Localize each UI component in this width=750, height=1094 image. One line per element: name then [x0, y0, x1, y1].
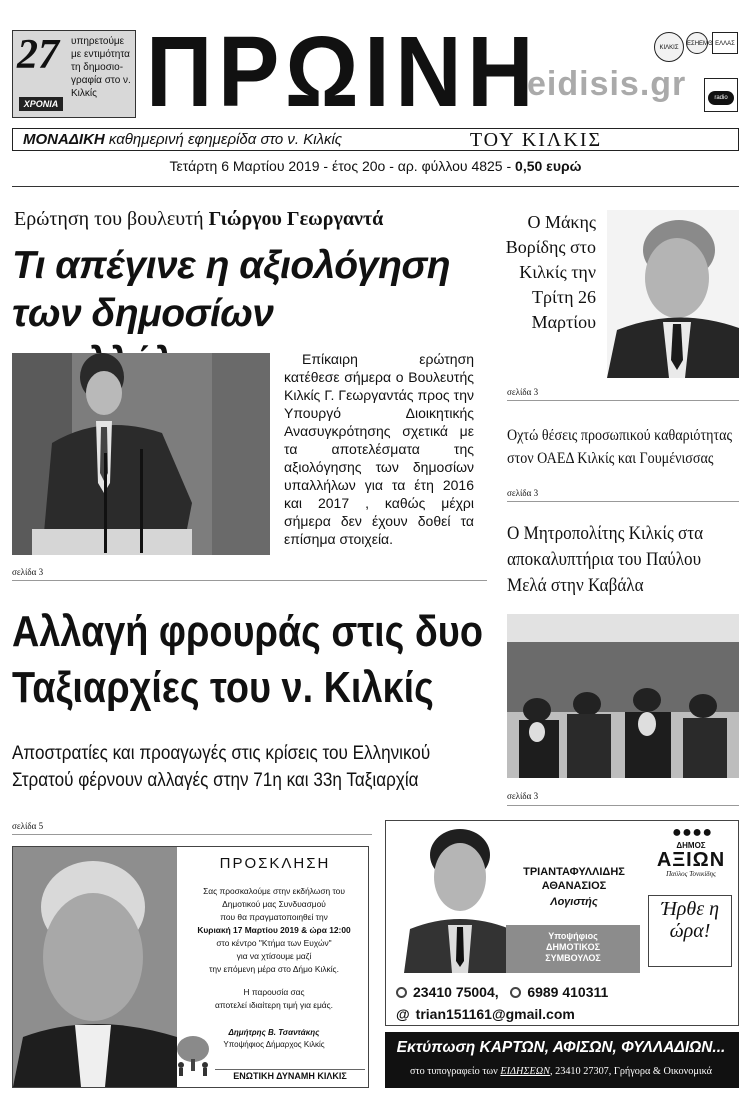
party-leader: Παύλος Τονικίδης	[666, 870, 716, 878]
radio-logo-label: radio	[708, 91, 734, 105]
candidate-photo	[404, 825, 516, 973]
oaed-divider	[507, 501, 739, 502]
oaed-page-ref[interactable]: σελίδα 3	[507, 488, 539, 498]
candidate-status-line: Υποψήφιος	[548, 931, 598, 941]
mobile-icon	[510, 987, 521, 998]
voridis-silhouette	[607, 210, 739, 378]
voridis-page-ref[interactable]: σελίδα 3	[507, 387, 539, 397]
invitation-date	[181, 924, 367, 937]
people-icon: ● ● ● ●	[672, 824, 710, 841]
candidate-status-line: ΔΗΜΟΤΙΚΟΣ	[546, 942, 600, 952]
candidate-ad[interactable]	[385, 820, 739, 1026]
party-prefix: ΔΗΜΟΣ	[676, 841, 706, 850]
party-slogan: Ήρθε η ώρα!	[648, 895, 732, 967]
dateline-text: Τετάρτη 6 Μαρτίου 2019 - έτος 20ο - αρ. φύλλου 4825 -	[169, 158, 516, 174]
printing-details-pre: στο τυπογραφείο των	[409, 1065, 501, 1077]
candidate-firstname: ΑΘΑΝΑΣΙΟΣ	[541, 880, 607, 892]
voridis-headline[interactable]: Ο Μάκης Βορίδης στο Κιλκίς την Τρίτη 26 Μαρτίου	[505, 212, 596, 332]
newspaper-title: ΠΡΩΙΝΗ	[146, 16, 540, 128]
speaker-silhouette	[12, 353, 270, 555]
newspaper-subtitle: ΤΟΥ ΚΙΛΚΙΣ	[469, 129, 603, 151]
esiemth-logo: ΕΣΗΕΜΘ	[686, 32, 708, 54]
question-kicker-text: Ερώτηση του βουλευτή	[14, 208, 209, 230]
clergy-photo	[507, 614, 739, 778]
clergy-crowd	[507, 614, 739, 778]
tagline-bold: ΜΟΝΑΔΙΚΗ	[23, 131, 105, 148]
invitation-ad[interactable]	[12, 846, 369, 1088]
dateline	[12, 157, 739, 175]
invitation-date-text: Κυριακή 17 Μαρτίου 2019 & ώρα 12:00	[197, 925, 351, 935]
years-number: 27	[17, 32, 59, 78]
voridis-divider	[507, 400, 739, 401]
invitation-line: αποτελεί ιδιαίτερη τιμή για εμάς.	[214, 1000, 334, 1010]
brigades-divider	[12, 834, 372, 835]
years-word: ΧΡΟΝΙΑ	[19, 97, 63, 111]
years-text: υπηρετούμε με εντιμότητα τη δημοσιο-γραφία στο ν. Κιλκίς	[71, 36, 131, 99]
tree-logo-icon	[173, 1035, 213, 1077]
question-kicker	[14, 207, 383, 231]
invitation-text	[181, 885, 367, 1012]
brigades-page-ref[interactable]: σελίδα 5	[12, 821, 44, 831]
candidate-surname: ΤΡΙΑΝΤΑΦΥΛΛΙΔΗΣ	[523, 866, 625, 878]
brigades-headline[interactable]: Αλλαγή φρουράς στις δυο Ταξιαρχίες του ν. Κιλκίς	[12, 607, 483, 712]
printing-ad[interactable]	[385, 1032, 739, 1088]
years-badge	[12, 30, 136, 118]
question-kicker-name: Γιώργου Γεωργαντά	[208, 208, 384, 230]
invitation-line: για να χτίσουμε μαζί	[236, 951, 312, 961]
candidate-name	[504, 865, 644, 893]
invitation-line: Η παρουσία σας	[243, 987, 305, 997]
candidate-status-line: ΣΥΜΒΟΥΛΟΣ	[545, 953, 601, 963]
price: 0,50 ευρώ	[515, 158, 582, 174]
email[interactable]: trian151161@gmail.com	[415, 1006, 575, 1022]
question-body: Επίκαιρη ερώτηση κατέθεσε σήμερα ο Βουλευτής Κιλκίς Γ. Γεωργαντάς προς την Υπουργό Διοικητικής Ανασυγκρότησης σχετικά με τα αποτελέσματα της αξιολόγησης των δημοσίων υπαλλήλων για τα έτη 2016 και 2017 , καθώς μέχρι σήμερα δεν έχουν δοθεί τα επίσημα στοιχεία.	[284, 351, 474, 547]
invitation-line: στο κέντρο "Κτήμα των Ευχών"	[216, 938, 332, 948]
mobile[interactable]: 6989 410311	[527, 984, 609, 1000]
invitation-line: Σας προσκαλούμε στην εκδήλωση του	[203, 886, 345, 896]
printing-headline: Εκτύπωση ΚΑΡΤΩΝ, ΑΦΙΣΩΝ, ΦΥΛΛΑΔΙΩΝ...	[396, 1039, 726, 1056]
candidate-status	[506, 925, 640, 973]
invitation-line: Δημοτικού μας Συνδυασμού	[222, 899, 326, 909]
georgantas-photo	[12, 353, 270, 555]
brigades-subheadline: Αποστρατίες και προαγωγές στις κρίσεις του Ελληνικού Στρατού φέρνουν αλλαγές στην 71η και 33η Ταξιαρχία	[12, 743, 431, 791]
signer-role: Υποψήφιος Δήμαρχος Κιλκίς	[223, 1040, 325, 1049]
question-divider	[12, 580, 487, 581]
invitation-line: που θα πραγματοποιηθεί την	[220, 912, 328, 922]
candidate-contacts	[396, 981, 736, 1025]
printing-brand: ΕΙΔΗΣΕΩΝ	[500, 1065, 550, 1077]
oaed-headline[interactable]: Οχτώ θέσεις προσωπικού καθαριότητας στον ΟΑΕΔ Κιλκίς και Γουμένισσας	[507, 427, 733, 467]
axion-party-block	[642, 821, 738, 973]
phone-row	[396, 981, 736, 1003]
tagline	[23, 132, 342, 148]
axion-logo	[650, 825, 732, 879]
printing-details	[397, 1064, 724, 1078]
tagline-rest: καθημερινή εφημερίδα στο ν. Κιλκίς	[104, 131, 343, 148]
metropolitan-divider	[507, 805, 739, 806]
tsantakis-silhouette	[13, 847, 177, 1087]
tsantakis-photo	[13, 847, 177, 1087]
party-name: ΑΞΙΩΝ	[656, 849, 726, 871]
email-icon: @	[396, 1006, 410, 1022]
printing-details-post: , 23410 27307, Γρήγορα & Οικονομικά	[549, 1065, 713, 1077]
candidate-profession: Λογιστής	[550, 896, 598, 908]
candidate-silhouette	[404, 825, 516, 973]
party-name: ΕΝΩΤΙΚΗ ΔΥΝΑΜΗ ΚΙΛΚΙΣ	[215, 1069, 365, 1082]
tagline-bar	[12, 128, 739, 151]
masthead-divider	[12, 186, 739, 187]
signer-name: Δημήτρης Β. Τσαντάκης	[228, 1028, 320, 1037]
ellas-logo: ΕΛΛΑΣ	[712, 32, 738, 54]
email-row	[396, 1003, 736, 1025]
landline[interactable]: 23410 75004,	[413, 984, 499, 1000]
voridis-photo	[607, 210, 739, 378]
phone-icon	[396, 987, 407, 998]
metropolitan-page-ref[interactable]: σελίδα 3	[507, 791, 539, 801]
site-watermark: eidisis.gr	[527, 65, 687, 103]
invitation-title: ΠΡΟΣΚΛΗΣΗ	[219, 855, 331, 872]
metropolitan-headline[interactable]: Ο Μητροπολίτης Κιλκίς στα αποκαλυπτήρια του Παύλου Μελά στην Καβάλα	[507, 523, 704, 596]
kilkis-seal-logo: ΚΙΛΚΙΣ	[654, 32, 684, 62]
invitation-line: την επόμενη μέρα στο Δήμο Κιλκίς.	[209, 964, 339, 974]
question-page-ref[interactable]: σελίδα 3	[12, 567, 44, 577]
question-headline[interactable]: Τι απέγινε η αξιολόγηση των δημοσίων	[12, 244, 451, 335]
radio-logo	[704, 78, 738, 112]
